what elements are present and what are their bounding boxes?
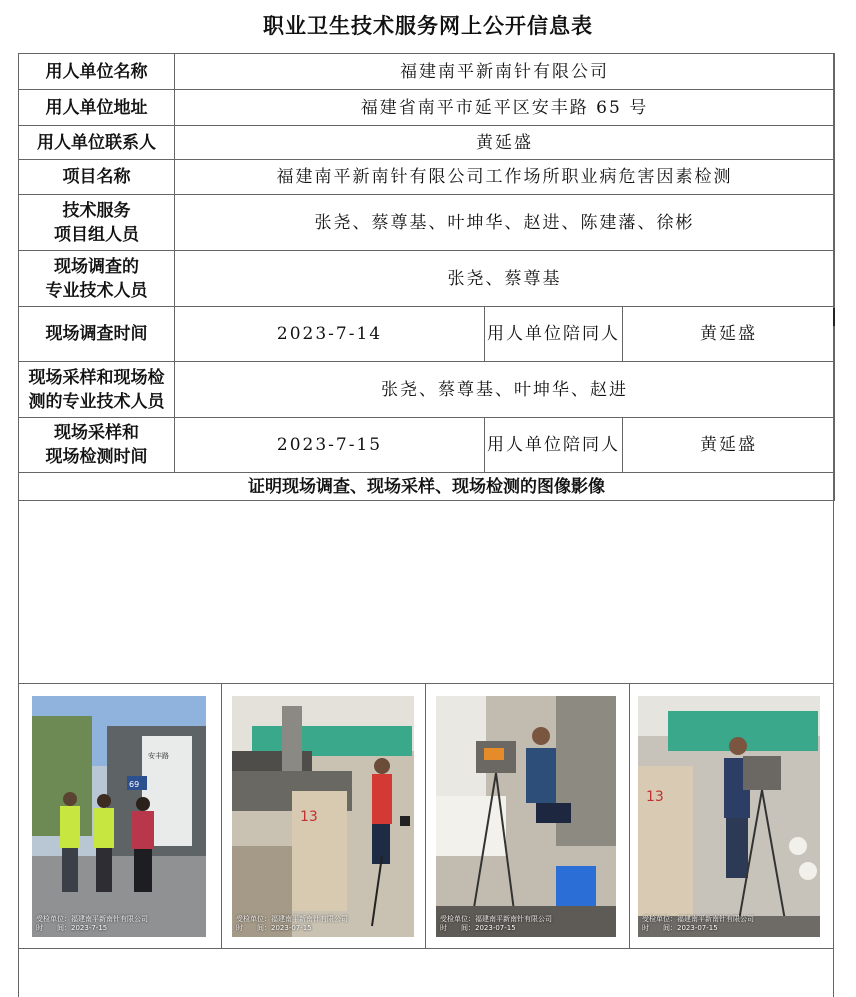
survey-companion-label: 用人单位陪同人 xyxy=(485,307,623,362)
sampling-staff-value: 张尧、蔡尊基、叶坤华、赵进 xyxy=(175,362,835,418)
photo-sampler-caption-unit: 受检单位：福建南平新南针有限公司 xyxy=(440,915,552,923)
survey-staff-value: 张尧、蔡尊基 xyxy=(175,251,835,307)
photo-tripod-caption-unit: 受检单位：福建南平新南针有限公司 xyxy=(642,915,754,923)
photo-cell-2 xyxy=(222,684,426,948)
machine-number-text: 13 xyxy=(300,809,318,825)
employer-contact-value: 黄延盛 xyxy=(175,126,835,160)
sign-text: 安丰路 xyxy=(148,752,169,760)
photo-entrance-caption-time: 时 间：2023-7-15 xyxy=(36,924,108,932)
row-survey-staff xyxy=(19,251,835,307)
row-employer-name xyxy=(19,54,835,90)
project-name-label: 项目名称 xyxy=(19,160,175,195)
row-photos-header xyxy=(19,473,835,501)
photo-machine xyxy=(232,696,414,937)
employer-address-label: 用人单位地址 xyxy=(19,90,175,126)
sampling-staff-label-line1: 现场采样和现场检 xyxy=(28,367,165,388)
photo-entrance xyxy=(32,696,206,937)
photo-entrance-caption-unit: 受检单位：福建南平新南针有限公司 xyxy=(36,915,148,923)
survey-time-label: 现场调查时间 xyxy=(19,307,175,362)
edge-mark xyxy=(833,308,835,326)
sampling-staff-label-line2: 测的专业技术人员 xyxy=(28,391,165,412)
info-table xyxy=(18,53,835,501)
photo-cell-3 xyxy=(426,684,630,948)
photos-header: 证明现场调查、现场采样、现场检测的图像影像 xyxy=(19,473,835,501)
row-sampling-staff xyxy=(19,362,835,418)
employer-contact-label: 用人单位联系人 xyxy=(19,126,175,160)
employer-name-value: 福建南平新南针有限公司 xyxy=(175,54,835,90)
employer-name-label: 用人单位名称 xyxy=(19,54,175,90)
photo-sampler xyxy=(436,696,616,937)
photo-strip xyxy=(18,683,834,949)
sampling-time-label xyxy=(19,418,175,473)
photo-sampler-caption xyxy=(440,915,552,933)
row-employer-address xyxy=(19,90,835,126)
sampling-time-label-line2: 现场检测时间 xyxy=(45,447,148,467)
employer-address-value: 福建省南平市延平区安丰路 65 号 xyxy=(175,90,835,126)
photo-cell-1 xyxy=(18,684,222,948)
survey-time-value: 2023-7-14 xyxy=(175,307,485,362)
sampling-companion-value: 黄延盛 xyxy=(623,418,835,473)
sampling-time-value: 2023-7-15 xyxy=(175,418,485,473)
row-team-members xyxy=(19,195,835,251)
sampling-companion-label: 用人单位陪同人 xyxy=(485,418,623,473)
survey-staff-label-line2: 专业技术人员 xyxy=(45,280,148,301)
sampling-staff-label xyxy=(19,362,175,418)
photo-tripod-caption xyxy=(642,915,754,933)
page-title: 职业卫生技术服务网上公开信息表 xyxy=(263,14,593,38)
photo-entrance-caption xyxy=(36,915,148,933)
team-members-label-line2: 项目组人员 xyxy=(54,224,139,245)
photo-machine-caption-unit: 受检单位：福建南平新南针有限公司 xyxy=(236,915,348,923)
survey-staff-label-line1: 现场调查的 xyxy=(54,256,139,277)
photo-machine-caption xyxy=(236,915,348,933)
team-members-label xyxy=(19,195,175,251)
photo-machine-caption-time: 时 间：2023-07-15 xyxy=(236,924,312,932)
project-name-value: 福建南平新南针有限公司工作场所职业病危害因素检测 xyxy=(175,160,835,195)
photo-tripod-caption-time: 时 间：2023-07-15 xyxy=(642,924,718,932)
team-members-value: 张尧、蔡尊基、叶坤华、赵进、陈建藩、徐彬 xyxy=(175,195,835,251)
row-project-name xyxy=(19,160,835,195)
row-survey-time xyxy=(19,307,835,362)
survey-staff-label xyxy=(19,251,175,307)
team-members-label-line1: 技术服务 xyxy=(62,200,131,221)
photo-sampler-image xyxy=(436,696,616,937)
photo-entrance-image xyxy=(32,696,206,937)
photo-tripod xyxy=(638,696,820,937)
photo-cell-4 xyxy=(630,684,834,948)
door-number-text: 69 xyxy=(129,780,140,789)
photo-sampler-caption-time: 时 间：2023-07-15 xyxy=(440,924,516,932)
photo-machine-image xyxy=(232,696,414,937)
survey-companion-value: 黄延盛 xyxy=(623,307,835,362)
row-employer-contact xyxy=(19,126,835,160)
machine-number-text-2: 13 xyxy=(646,789,664,805)
row-sampling-time xyxy=(19,418,835,473)
sampling-time-label-line1: 现场采样和 xyxy=(54,423,139,443)
photo-tripod-image xyxy=(638,696,820,937)
